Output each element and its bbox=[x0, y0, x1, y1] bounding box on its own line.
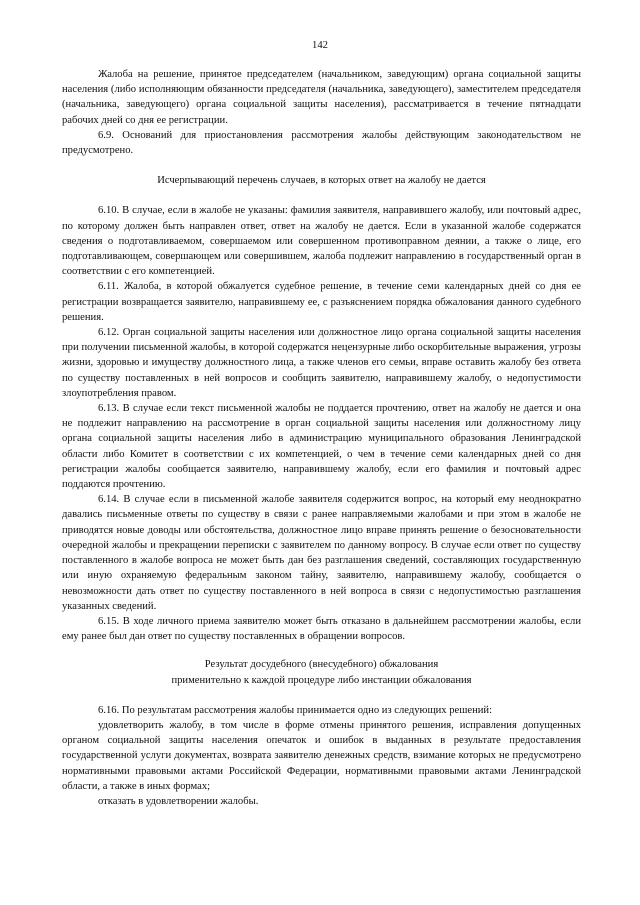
paragraph-6-14: 6.14. В случае если в письменной жалобе заявителя содержится вопрос, на который ему неоднократно давались письменные ответы по существу в связи с ранее направляемыми жалобами и при этом в жалобе не приводятся новые доводы или обстоятельства, должностное лицо вправе принять решение о безосновательности очередной жалобы и прекращении переписки с заявителем по данному вопросу. В случае если ответ по существу поставленного в жалобе вопроса не может быть дан без разглашения сведений, составляющих государственную или иную охраняемую федеральным законом тайну, заявителю, направившему жалобу, сообщается о невозможности дать ответ по существу поставленного в ней вопроса в связи с недопустимостью разглашения указанных сведений. bbox=[62, 494, 581, 612]
page-number: 142 bbox=[312, 40, 328, 51]
section-heading-exhaustive-list: Исчерпывающий перечень случаев, в которых ответ на жалобу не дается bbox=[157, 175, 486, 187]
paragraph-6-16: 6.16. По результатам рассмотрения жалобы принимается одно из следующих решений: bbox=[98, 704, 493, 716]
document-body bbox=[62, 67, 581, 809]
paragraph-6-15: 6.15. В ходе личного приема заявителю может быть отказано в дальнейшем рассмотрении жалобы, если ему ранее был дан ответ по существу поставленных в обращении вопросов. bbox=[62, 615, 581, 643]
section-heading-result-line2: применительно к каждой процедуре либо инстанции обжалования bbox=[171, 674, 472, 686]
paragraph-complaint-deputy: Жалоба на решение, принятое председателем (начальником, заведующим) органа социальной защиты населения (либо исполняющим обязанности председателя (начальника, заведующего), заместителем председателя (начальника, заведующего) органа социальной защиты населения), рассматривается в течение пятнадцати рабочих дней со дня ее регистрации. bbox=[62, 69, 581, 126]
paragraph-6-10: 6.10. В случае, если в жалобе не указаны: фамилия заявителя, направившего жалобу, или почтовый адрес, по которому должен быть направлен ответ, ответ на жалобу не дается. Если в указанной жалобе содержатся сведения о подготавливаемом, совершаемом или совершенном противоправном деянии, а также о лице, его подготавливающем, совершающем или совершившем, жалоба подлежит направлению в государственный орган в соответствии с его компетенцией. bbox=[62, 205, 581, 278]
paragraph-6-11: 6.11. Жалоба, в которой обжалуется судебное решение, в течение семи календарных дней со дня ее регистрации возвращается заявителю, направившему ее, с разъяснением порядка обжалования данного судебного решения. bbox=[62, 281, 581, 323]
paragraph-6-9: 6.9. Оснований для приостановления рассмотрения жалобы действующим законодательством не предусмотрено. bbox=[62, 129, 581, 157]
paragraph-satisfy-complaint: удовлетворить жалобу, в том числе в форме отмены принятого решения, исправления допущенных органом социальной защиты населения опечаток и ошибок в выданных в результате предоставления государственной услуги документах, возврата заявителю денежных средств, взимание которых не предусмотрено нормативными правовыми актами Российской Федерации, нормативными правовыми актами Ленинградской области, а также в иных формах; bbox=[62, 719, 581, 792]
section-heading-result-line1: Результат досудебного (внесудебного) обжалования bbox=[204, 659, 439, 671]
paragraph-refuse-complaint: отказать в удовлетворении жалобы. bbox=[98, 795, 259, 807]
paragraph-6-13: 6.13. В случае если текст письменной жалобы не поддается прочтению, ответ на жалобу не дается и она не подлежит направлению на рассмотрение в орган социальной защиты населения или должностному лицу органа социальной защиты населения либо в администрацию муниципального образования Ленинградской области либо Комитет в соответствии с их компетенцией, о чем в течение семи календарных дней со дня регистрации жалобы сообщается заявителю, направившему жалобу, если его фамилия и почтовый адрес поддаются прочтению. bbox=[62, 403, 581, 491]
paragraph-6-12: 6.12. Орган социальной защиты населения или должностное лицо органа социальной защиты населения при получении письменной жалобы, в которой содержатся нецензурные либо оскорбительные выражения, угрозы жизни, здоровью и имуществу должностного лица, а также членов его семьи, вправе оставить жалобу без ответа по существу поставленных в ней вопросов и сообщить заявителю, направившему жалобу, о недопустимости злоупотребления правом. bbox=[62, 327, 581, 399]
